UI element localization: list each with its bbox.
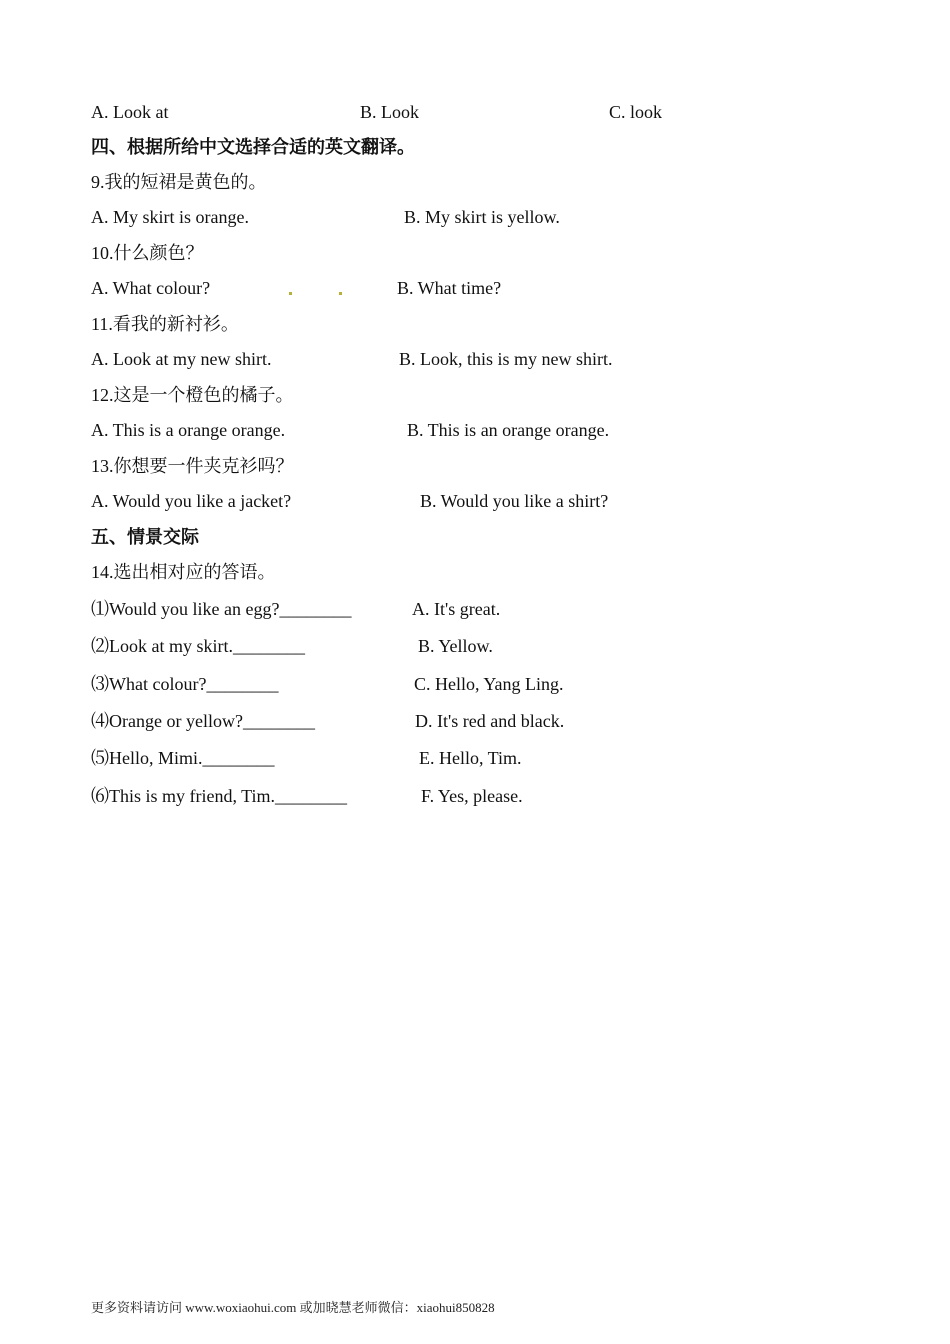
- q9-option-b: B. My skirt is yellow.: [404, 207, 560, 227]
- q8-option-c: C. look: [609, 102, 663, 122]
- q10-prompt: 10.什么颜色？: [91, 243, 204, 263]
- q13-option-a: A. Would you like a jacket?: [91, 491, 292, 511]
- q14-item-2-answer: B. Yellow.: [418, 636, 493, 656]
- q14-item-1-answer: A. It's great.: [412, 599, 501, 619]
- q14-item-1-question: ⑴Would you like an egg?________: [91, 599, 352, 619]
- q10-option-b: B. What time?: [397, 278, 502, 298]
- q14-item-3-question: ⑶What colour?________: [91, 674, 279, 694]
- stray-dot: [289, 292, 292, 295]
- q11-prompt: 11.看我的新衬衫。: [91, 314, 239, 334]
- q14-item-6-question: ⑹This is my friend, Tim.________: [91, 786, 348, 806]
- q13-option-b: B. Would you like a shirt?: [420, 491, 609, 511]
- q12-prompt: 12.这是一个橙色的橘子。: [91, 385, 294, 405]
- q12-option-a: A. This is a orange orange.: [91, 420, 286, 440]
- section4-title: 四、根据所给中文选择合适的英文翻译。: [91, 137, 415, 157]
- q14-item-5-question: ⑸Hello, Mimi.________: [91, 748, 275, 768]
- q11-option-a: A. Look at my new shirt.: [91, 349, 272, 369]
- section5-title: 五、情景交际: [91, 527, 199, 547]
- q13-prompt: 13.你想要一件夹克衫吗？: [91, 456, 294, 476]
- q8-option-a: A. Look at: [91, 102, 169, 122]
- stray-dot: [339, 292, 342, 295]
- q12-option-b: B. This is an orange orange.: [407, 420, 610, 440]
- q14-item-3-answer: C. Hello, Yang Ling.: [414, 674, 564, 694]
- q8-option-b: B. Look: [360, 102, 420, 122]
- q11-option-b: B. Look, this is my new shirt.: [399, 349, 613, 369]
- q14-item-6-answer: F. Yes, please.: [421, 786, 523, 806]
- q14-item-2-question: ⑵Look at my skirt.________: [91, 636, 305, 656]
- q14-item-4-question: ⑷Orange or yellow?________: [91, 711, 315, 731]
- q9-prompt: 9.我的短裙是黄色的。: [91, 172, 267, 192]
- footer-note: 更多资料请访问 www.woxiaohui.com 或加晓慧老师微信：xiaohui850828: [91, 1300, 495, 1315]
- q9-option-a: A. My skirt is orange.: [91, 207, 249, 227]
- q10-option-a: A. What colour?: [91, 278, 211, 298]
- q14-prompt: 14.选出相对应的答语。: [91, 562, 276, 582]
- q14-item-4-answer: D. It's red and black.: [415, 711, 565, 731]
- q14-item-5-answer: E. Hello, Tim.: [419, 748, 522, 768]
